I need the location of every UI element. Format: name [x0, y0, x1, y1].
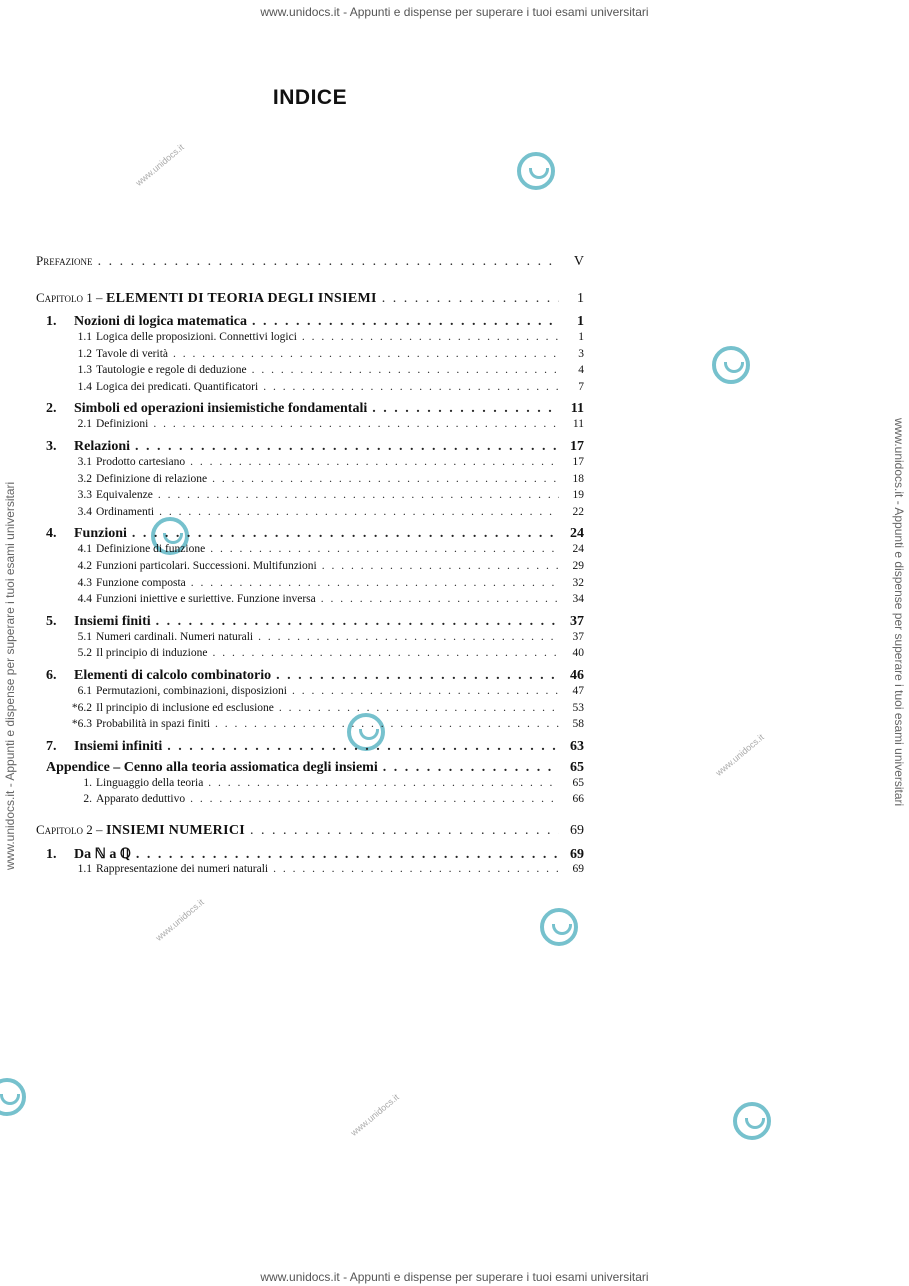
toc-section[interactable] — [36, 614, 584, 631]
toc-page-number: 1 — [577, 314, 584, 329]
subsection-title: Tavole di verità — [96, 347, 168, 360]
toc-page-number: 34 — [572, 593, 584, 606]
toc-subsection[interactable] — [36, 685, 584, 702]
toc-chapter-1[interactable] — [36, 290, 584, 310]
section-number: 4. — [46, 526, 57, 542]
toc-section[interactable] — [36, 439, 584, 456]
toc-subsection[interactable] — [36, 631, 584, 648]
toc-page-number: 69 — [570, 822, 584, 838]
toc-page-number: 58 — [572, 718, 584, 731]
chapter-1-sections — [36, 314, 584, 810]
toc-section[interactable] — [36, 668, 584, 685]
toc-page-number: 69 — [572, 862, 584, 875]
toc-page-number: 46 — [570, 667, 584, 683]
section-title: Insiemi finiti — [74, 613, 151, 629]
section-number: 2. — [46, 401, 57, 417]
toc-subsection[interactable] — [36, 456, 584, 473]
toc-page-number: 19 — [572, 489, 584, 502]
subsection-title: Numeri cardinali. Numeri naturali — [96, 630, 254, 643]
toc-subsection[interactable] — [36, 473, 584, 490]
unidocs-logo-icon — [517, 152, 555, 190]
toc-section[interactable] — [36, 401, 584, 418]
subsection-number: 3.2 — [77, 472, 92, 485]
toc-section[interactable] — [36, 846, 584, 863]
toc-subsection[interactable] — [36, 418, 584, 435]
subsection-title: Permutazioni, combinazioni, disposizioni — [96, 684, 287, 697]
watermark-top: www.unidocs.it - Appunti e dispense per superare i tuoi esami universitari — [260, 5, 649, 19]
watermark-right: www.unidocs.it - Appunti e dispense per superare i tuoi esami universitari — [892, 418, 906, 807]
toc-page-number: 3 — [578, 347, 584, 360]
toc-subsection[interactable] — [36, 543, 584, 560]
section-number: 1. — [46, 846, 57, 862]
toc-page-number: 11 — [572, 418, 584, 431]
subsection-title: Linguaggio della teoria — [96, 776, 204, 789]
subsection-number: 1.1 — [77, 862, 92, 875]
section-number: 7. — [46, 738, 57, 754]
toc-subsection[interactable] — [36, 506, 584, 523]
section-title: Appendice – Cenno alla teoria assiomatica degli insiemi — [46, 759, 378, 775]
section-title: Da ℕ a ℚ — [74, 846, 131, 862]
subsection-number: 1. — [83, 776, 92, 789]
section-title: Relazioni — [74, 438, 130, 454]
toc-subsection[interactable] — [36, 381, 584, 398]
toc-page-number: V — [573, 254, 584, 269]
subsection-title: Il principio di induzione — [96, 647, 208, 660]
subsection-number: 2.1 — [77, 418, 92, 431]
toc-page-number: 1 — [577, 291, 584, 306]
section-title: Simboli ed operazioni insiemistiche fondamentali — [74, 401, 368, 417]
toc-subsection[interactable] — [36, 577, 584, 594]
toc-page-number: 32 — [572, 576, 584, 589]
toc-page-number: 24 — [570, 526, 584, 542]
subsection-title: Funzioni particolari. Successioni. Multifunzioni — [96, 559, 317, 572]
toc-page-number: 66 — [572, 793, 584, 806]
watermark-small: www.unidocs.it — [348, 1092, 401, 1138]
toc-page-number: 4 — [578, 364, 584, 377]
toc-page-number: 69 — [570, 846, 584, 862]
chapter-label: Capitolo 2 – — [36, 821, 103, 837]
toc-section[interactable] — [36, 760, 584, 777]
toc-section[interactable] — [36, 314, 584, 331]
subsection-number: *6.2 — [71, 701, 92, 714]
toc-section[interactable] — [36, 739, 584, 756]
section-title: Insiemi infiniti — [74, 738, 163, 754]
subsection-number: 6.1 — [77, 684, 92, 697]
toc-subsection[interactable] — [36, 489, 584, 506]
section-number: 6. — [46, 667, 57, 683]
subsection-title: Tautologie e regole di deduzione — [96, 364, 247, 377]
section-title: Nozioni di logica matematica — [74, 314, 248, 329]
subsection-title: Definizione di funzione — [96, 543, 206, 556]
toc-subsection[interactable] — [36, 702, 584, 719]
subsection-number: 4.1 — [77, 543, 92, 556]
toc-page-number: 22 — [572, 505, 584, 518]
toc-prefazione-label: Prefazione — [36, 253, 93, 268]
table-of-contents — [36, 253, 584, 879]
subsection-number: 3.1 — [77, 455, 92, 468]
subsection-number: 1.2 — [77, 347, 92, 360]
toc-subsection[interactable] — [36, 793, 584, 810]
chapter-label: Capitolo 1 – — [36, 290, 103, 305]
toc-page-number: 40 — [572, 647, 584, 660]
section-title: Elementi di calcolo combinatorio — [74, 667, 272, 683]
chapter-2-sections — [36, 846, 584, 880]
subsection-number: 1.1 — [77, 331, 92, 343]
toc-subsection[interactable] — [36, 348, 584, 365]
unidocs-logo-icon — [540, 908, 578, 946]
toc-page-number: 17 — [570, 438, 584, 454]
toc-subsection[interactable] — [36, 331, 584, 348]
toc-page-number: 37 — [572, 630, 584, 643]
toc-page-number: 24 — [572, 543, 584, 556]
toc-subsection[interactable] — [36, 593, 584, 610]
page-title: INDICE — [272, 86, 348, 109]
toc-subsection[interactable] — [36, 777, 584, 794]
subsection-number: 4.4 — [77, 593, 92, 606]
subsection-number: 1.4 — [77, 380, 92, 393]
toc-page-number: 17 — [572, 455, 584, 468]
toc-section[interactable] — [36, 526, 584, 543]
subsection-title: Apparato deduttivo — [96, 793, 186, 806]
watermark-left: www.unidocs.it - Appunti e dispense per superare i tuoi esami universitari — [3, 481, 17, 870]
toc-subsection[interactable] — [36, 560, 584, 577]
subsection-number: 3.4 — [77, 505, 92, 518]
section-number: 5. — [46, 613, 57, 629]
watermark-bottom: www.unidocs.it - Appunti e dispense per superare i tuoi esami universitari — [260, 1270, 649, 1284]
watermark-small: www.unidocs.it — [133, 142, 186, 188]
toc-chapter-2[interactable] — [36, 822, 584, 842]
subsection-number: 2. — [83, 793, 92, 806]
section-title: Funzioni — [74, 526, 127, 542]
toc-page-number: 53 — [572, 701, 584, 714]
unidocs-logo-icon — [733, 1102, 771, 1140]
toc-page-number: 47 — [572, 684, 584, 697]
chapter-title: ELEMENTI DI TEORIA DEGLI INSIEMI — [106, 291, 377, 306]
toc-page-number: 18 — [572, 472, 584, 485]
watermark-small: www.unidocs.it — [713, 732, 766, 778]
subsection-title: Funzioni iniettive e suriettive. Funzione inversa — [96, 593, 316, 606]
subsection-title: Funzione composta — [96, 576, 186, 589]
watermark-small: www.unidocs.it — [153, 897, 206, 943]
toc-page-number: 7 — [578, 380, 584, 393]
toc-page-number: 65 — [572, 776, 584, 789]
toc-subsection[interactable] — [36, 718, 584, 735]
subsection-number: 5.1 — [77, 630, 92, 643]
subsection-title: Logica dei predicati. Quantificatori — [96, 380, 259, 393]
subsection-title: Rappresentazione dei numeri naturali — [96, 862, 269, 875]
toc-page-number: 29 — [572, 559, 584, 572]
toc-subsection[interactable] — [36, 863, 584, 880]
subsection-number: 1.3 — [77, 364, 92, 377]
toc-page-number: 1 — [578, 331, 584, 343]
section-number: 1. — [46, 314, 57, 329]
subsection-title: Definizione di relazione — [96, 472, 208, 485]
subsection-number: *6.3 — [71, 718, 92, 731]
section-number: 3. — [46, 438, 57, 454]
subsection-number: 3.3 — [77, 489, 92, 502]
toc-page-number: 11 — [570, 401, 584, 417]
subsection-number: 5.2 — [77, 647, 92, 660]
chapter-title: INSIEMI NUMERICI — [106, 822, 245, 838]
unidocs-logo-icon — [0, 1078, 26, 1116]
subsection-title: Probabilità in spazi finiti — [96, 718, 211, 731]
subsection-title: Ordinamenti — [96, 505, 155, 518]
toc-prefazione[interactable] — [36, 253, 584, 273]
subsection-title: Equivalenze — [96, 489, 153, 502]
subsection-title: Logica delle proposizioni. Connettivi logici — [96, 331, 297, 343]
toc-page-number: 65 — [570, 759, 584, 775]
subsection-number: 4.3 — [77, 576, 92, 589]
unidocs-logo-icon — [712, 346, 750, 384]
subsection-number: 4.2 — [77, 559, 92, 572]
toc-page-number: 37 — [570, 613, 584, 629]
toc-page-number: 63 — [570, 738, 584, 754]
subsection-title: Prodotto cartesiano — [96, 455, 186, 468]
subsection-title: Definizioni — [96, 418, 149, 431]
subsection-title: Il principio di inclusione ed esclusione — [96, 701, 274, 714]
toc-subsection[interactable] — [36, 364, 584, 381]
toc-subsection[interactable] — [36, 647, 584, 664]
